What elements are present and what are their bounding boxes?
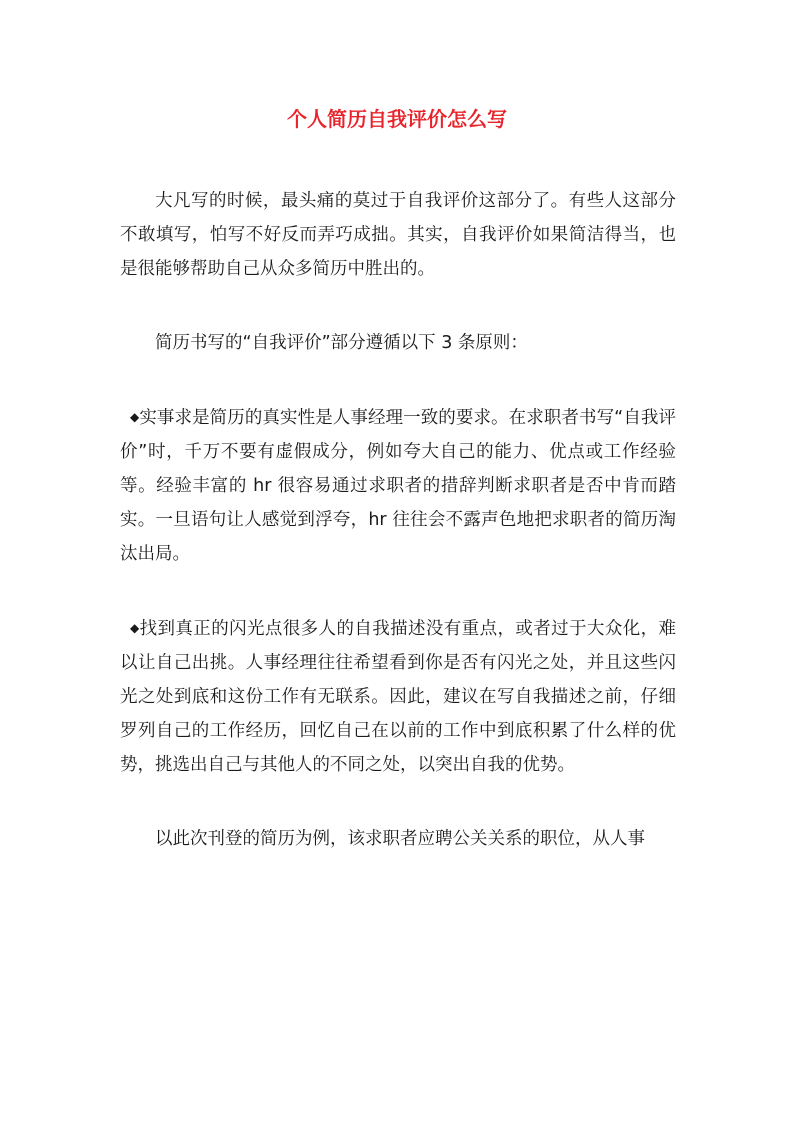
paragraph-intro-text: 大凡写的时候，最头痛的莫过于自我评价这部分了。有些人这部分不敢填写，怕写不好反而弄巧成拙。其实，自我评价如果简洁得当，也是很能够帮助自己从众多简历中胜出的。 — [120, 191, 676, 279]
diamond-bullet-icon: ◆ — [130, 410, 140, 424]
document-title: 个人简历自我评价怎么写 — [287, 107, 507, 131]
diamond-bullet-icon: ◆ — [130, 621, 140, 635]
paragraph-principles-lead — [120, 326, 676, 360]
document-body — [120, 184, 676, 896]
paragraph-principle-truthful-text: 实事求是简历的真实性是人事经理一致的要求。在求职者书写“自我评价”时，千万不要有虚假成分，例如夸大自己的能力、优点或工作经验等。经验丰富的 hr 很容易通过求职者的措辞判断求职者是否中肯而踏实。一旦语句让人感觉到浮夸，hr 往往会不露声色地把求职者的简历淘汰出局。 — [120, 408, 676, 564]
paragraph-principle-truthful — [120, 400, 676, 571]
paragraph-principle-highlight-text: 找到真正的闪光点很多人的自我描述没有重点，或者过于大众化，难以让自己出挑。人事经理往往希望看到你是否有闪光之处，并且这些闪光之处到底和这份工作有无联系。因此，建议在写自我描述之前，仔细罗列自己的工作经历，回忆自己在以前的工作中到底积累了什么样的优势，挑选出自己与其他人的不同之处，以突出自我的优势。 — [120, 619, 676, 775]
paragraph-principles-lead-text: 简历书写的“自我评价”部分遵循以下 3 条原则： — [155, 333, 528, 353]
paragraph-example — [120, 822, 676, 856]
paragraph-principle-highlight — [120, 611, 676, 782]
paragraph-example-text: 以此次刊登的简历为例，该求职者应聘公关关系的职位，从人事 — [155, 829, 645, 849]
paragraph-intro — [120, 184, 676, 286]
